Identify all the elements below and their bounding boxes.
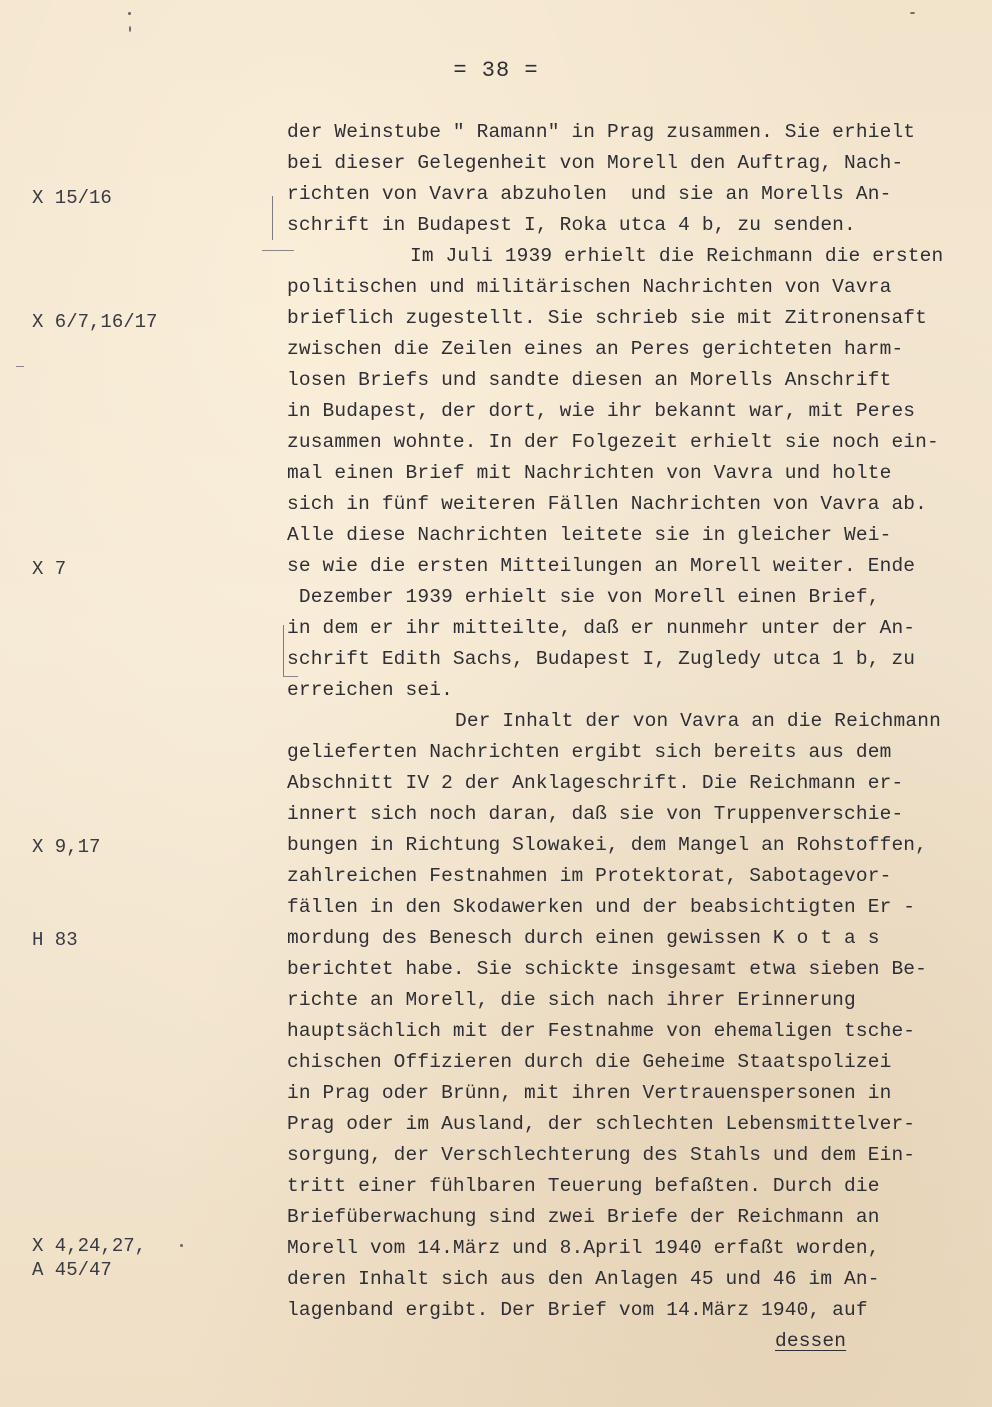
margin-reference: H 83 [32,929,78,951]
text-line: berichtet habe. Sie schickte insgesamt etwa sieben Be- [287,958,928,980]
text-line: richte an Morell, die sich nach ihrer Erinnerung [287,989,856,1011]
margin-reference: X 15/16 [32,187,112,209]
text-line: mordung des Benesch durch einen gewissen K o t a s [287,927,880,949]
text-line: lagenband ergibt. Der Brief vom 14.März 1940, auf [287,1299,868,1321]
pencil-mark [284,676,298,677]
text-line: Alle diese Nachrichten leitete sie in gleicher Wei- [287,524,892,546]
text-line: gelieferten Nachrichten ergibt sich bereits aus dem [287,741,892,763]
ink-speck [128,12,131,15]
pencil-mark [272,196,273,240]
pencil-mark [283,625,284,677]
text-line: richten von Vavra abzuholen und sie an Morells An- [287,183,892,205]
text-line: brieflich zugestellt. Sie schrieb sie mit Zitronensaft [287,307,928,329]
text-line: tritt einer fühlbaren Teuerung befaßten. Durch die [287,1175,880,1197]
text-line: Der Inhalt der von Vavra an die Reichmann [455,710,941,732]
text-line: bungen in Richtung Slowakei, dem Mangel an Rohstoffen, [287,834,928,856]
text-line: bei dieser Gelegenheit von Morell den Auftrag, Nach- [287,152,904,174]
margin-reference: X 4,24,27, A 45/47 [32,1235,147,1281]
text-line: in Budapest, der dort, wie ihr bekannt war, mit Peres [287,400,916,422]
margin-reference: X 9,17 [32,836,101,858]
text-line: erreichen sei. [287,679,453,701]
text-line: mal einen Brief mit Nachrichten von Vavra und holte [287,462,892,484]
text-line: innert sich noch daran, daß sie von Truppenverschie- [287,803,904,825]
text-line: zahlreichen Festnahmen im Protektorat, Sabotagevor- [287,865,892,887]
text-line: Prag oder im Ausland, der schlechten Lebensmittelver- [287,1113,916,1135]
text-line: in Prag oder Brünn, mit ihren Vertrauenspersonen in [287,1082,892,1104]
text-line: der Weinstube " Ramann" in Prag zusammen. Sie erhielt [287,121,916,143]
text-line: Abschnitt IV 2 der Anklageschrift. Die Reichmann er- [287,772,904,794]
pencil-mark [262,250,294,251]
text-line: se wie die ersten Mitteilungen an Morell weiter. Ende [287,555,916,577]
text-line: schrift Edith Sachs, Budapest I, Zugledy utca 1 b, zu [287,648,916,670]
text-line: zwischen die Zeilen eines an Peres gerichteten harm- [287,338,904,360]
text-line: hauptsächlich mit der Festnahme von ehemaligen tsche- [287,1020,916,1042]
text-line: chischen Offizieren durch die Geheime Staatspolizei [287,1051,892,1073]
page-number: = 38 = [453,58,539,83]
text-line: schrift in Budapest I, Roka utca 4 b, zu senden. [287,214,856,236]
catchword: dessen [775,1330,847,1352]
text-line: sorgung, der Verschlechterung des Stahls und dem Ein- [287,1144,916,1166]
text-line: fällen in den Skodawerken und der beabsichtigten Er - [287,896,916,918]
text-line: Briefüberwachung sind zwei Briefe der Reichmann an [287,1206,880,1228]
ink-speck [180,1244,183,1247]
text-line: Im Juli 1939 erhielt die Reichmann die ersten [410,245,944,267]
text-line: deren Inhalt sich aus den Anlagen 45 und 46 im An- [287,1268,880,1290]
text-line: Dezember 1939 erhielt sie von Morell einen Brief, [287,586,880,608]
margin-reference: X 6/7,16/17 [32,311,158,333]
margin-reference: X 7 [32,558,67,580]
text-line: losen Briefs und sandte diesen an Morells Anschrift [287,369,892,391]
text-line: politischen und militärischen Nachrichten von Vavra [287,276,892,298]
text-line: Morell vom 14.März und 8.April 1940 erfaßt worden, [287,1237,880,1259]
pencil-mark [16,366,24,367]
ink-speck [129,26,131,32]
text-line: zusammen wohnte. In der Folgezeit erhielt sie noch ein- [287,431,939,453]
text-line: in dem er ihr mitteilte, daß er nunmehr unter der An- [287,617,916,639]
text-line: sich in fünf weiteren Fällen Nachrichten von Vavra ab. [287,493,928,515]
ink-speck [910,12,915,14]
